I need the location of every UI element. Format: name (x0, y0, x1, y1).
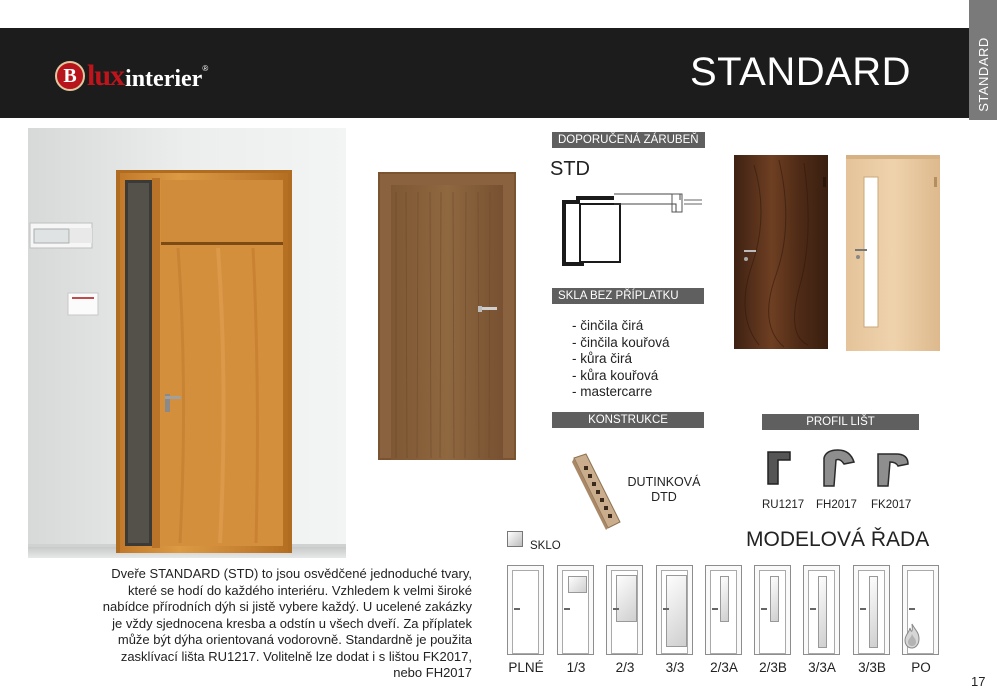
model-thumb-2-3[interactable] (606, 565, 643, 655)
description-line: nebo FH2017 (393, 665, 472, 680)
model-label: 3/3B (858, 660, 886, 675)
description-text (30, 566, 472, 682)
model-thumb-1-3[interactable] (557, 565, 594, 655)
description-line: je vždy sjednocena kresba a odstín u všech dveří. Za příplatek (112, 615, 472, 631)
model-label: PO (911, 660, 931, 675)
model-series-title: MODELOVÁ ŘADA (746, 528, 930, 551)
model-thumb-2-3b[interactable] (754, 565, 791, 655)
side-tab-label: STANDARD (975, 36, 991, 112)
page-title: STANDARD (690, 50, 912, 94)
description-line: zasklívací lišta RU1217. Volitelně lze dodat i s lištou FK2017, (120, 648, 472, 664)
side-tab[interactable] (969, 0, 997, 700)
logo-mark: B (55, 61, 85, 91)
model-label: 2/3A (710, 660, 738, 675)
model-label: 2/3B (759, 660, 787, 675)
model-thumb-plne[interactable] (507, 565, 544, 655)
glass-types-list (572, 318, 670, 401)
frame-profile-diagram (552, 186, 707, 270)
model-thumb-2-3a[interactable] (705, 565, 742, 655)
brand-logo[interactable] (55, 58, 208, 94)
glass-type-item: - kůra čirá (572, 351, 633, 366)
walnut-door-image (378, 172, 516, 460)
frame-type-std: STD (550, 158, 590, 180)
profile-label: PROFIL LIŠT (762, 414, 919, 430)
glass-type-item: - kůra kouřová (572, 367, 659, 383)
glass-type-item: - činčila čirá (572, 318, 644, 333)
model-thumb-3-3[interactable] (656, 565, 693, 655)
construction-label: KONSTRUKCE (552, 412, 704, 428)
profile-item: FK2017 (871, 499, 912, 511)
logo-interier-text: interier (125, 65, 203, 92)
fire-icon (901, 622, 923, 650)
model-thumb-po[interactable] (902, 565, 939, 655)
glass-legend-label: SKLO (530, 540, 561, 552)
door-samples-image (734, 155, 944, 353)
glass-type-item: - činčila kouřová (572, 334, 670, 350)
model-label: 3/3 (665, 660, 685, 675)
model-thumb-3-3b[interactable] (853, 565, 890, 655)
model-label: 1/3 (566, 660, 586, 675)
model-label: PLNÉ (508, 660, 544, 675)
recommended-frame-label: DOPORUČENÁ ZÁRUBEŇ (552, 132, 705, 148)
glass-included-label: SKLA BEZ PŘÍPLATKU (552, 288, 704, 304)
glass-legend-swatch (507, 531, 523, 547)
description-line: Dveře STANDARD (STD) to jsou osvědčené jednoduché tvary, (111, 566, 472, 581)
profile-item: FH2017 (816, 499, 857, 511)
page-number: 17 (971, 674, 986, 689)
model-thumb-3-3a[interactable] (803, 565, 840, 655)
construction-type-line1: DUTINKOVÁ (627, 475, 701, 489)
model-label: 2/3 (615, 660, 635, 675)
description-line: které se hodí do každého interiéru. Vzhledem k velmi široké (128, 582, 472, 598)
description-line: nabídce přírodních dýh si jistě vybere každý. U ucelené zakázky (102, 599, 472, 614)
room-door-photo (28, 128, 346, 558)
model-label: 3/3A (808, 660, 836, 675)
construction-type (614, 475, 714, 505)
glass-type-item: - mastercarre (572, 384, 653, 399)
logo-registered-mark: ® (202, 64, 209, 73)
side-tab-label-wrap (973, 28, 993, 120)
profile-item: RU1217 (762, 499, 805, 511)
construction-type-line2: DTD (651, 490, 677, 504)
description-line: může být dýha orientovaná vodorovně. Standardně je použita (117, 632, 472, 647)
profile-shapes (766, 448, 916, 490)
logo-lux-text: lux (87, 59, 125, 92)
